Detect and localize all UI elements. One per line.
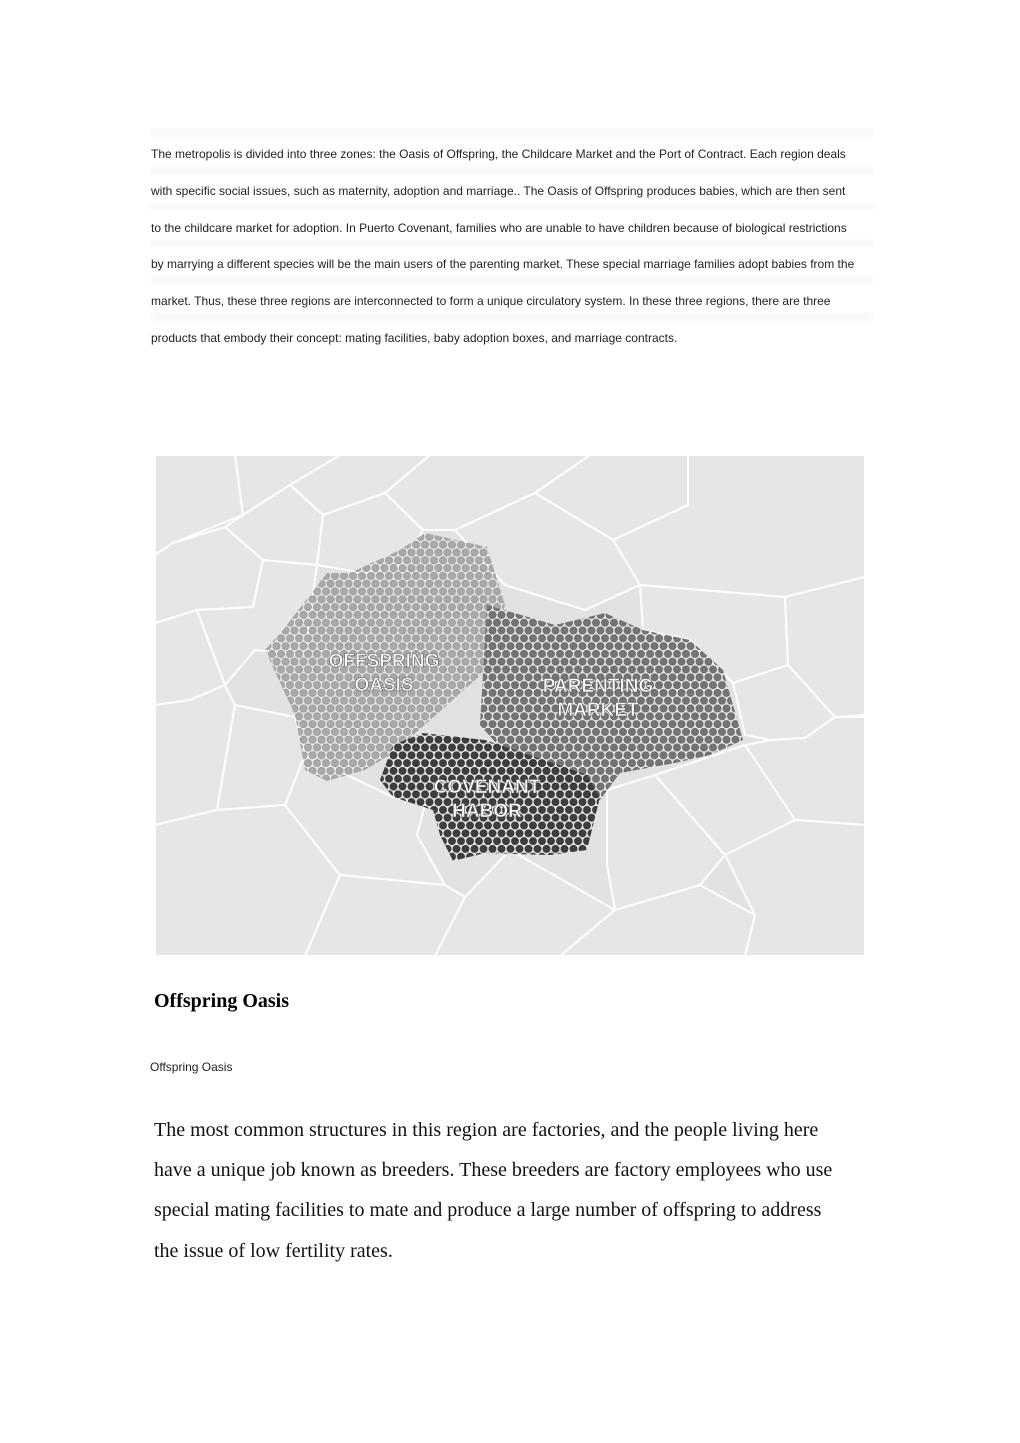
body-line: The most common structures in this region are factories, and the people living here <box>154 1119 819 1141</box>
covenant-label-line2: HABOR <box>452 801 522 822</box>
covenant-label-line1: COVENANT <box>433 777 541 798</box>
section-body-paragraph <box>154 1110 869 1271</box>
body-line: special mating facilities to mate and produce a large number of offspring to address <box>154 1199 822 1222</box>
body-line: have a unique job known as breeders. These breeders are factory employees who use <box>154 1159 833 1182</box>
section-heading: Offspring Oasis <box>154 990 290 1012</box>
parenting-label-line2: MARKET <box>557 700 639 721</box>
intro-line: by marrying a different species will be the main users of the parenting market. These special marriage families adopt babies from the <box>151 246 873 283</box>
intro-paragraph <box>151 136 873 357</box>
city-zones-map <box>155 455 865 956</box>
intro-line: to the childcare market for adoption. In Puerto Covenant, families who are unable to have children because of biological restrictions <box>151 210 873 247</box>
parenting-label-line1: PARENTING <box>542 676 654 697</box>
intro-line: with specific social issues, such as maternity, adoption and marriage.. The Oasis of Offspring produces babies, which are then sent <box>151 173 873 210</box>
body-line: the issue of low fertility rates. <box>154 1239 393 1262</box>
intro-line: market. Thus, these three regions are interconnected to form a unique circulatory system. In these three regions, there are three <box>151 283 873 320</box>
map-graphic <box>155 455 865 956</box>
image-caption: Offspring Oasis <box>150 1060 233 1074</box>
intro-line: The metropolis is divided into three zones: the Oasis of Offspring, the Childcare Market and the Port of Contract. Each region deals <box>151 136 873 173</box>
offspring-label-line1: OFFSPRING <box>328 651 440 672</box>
intro-line: products that embody their concept: mating facilities, baby adoption boxes, and marriage contracts. <box>151 320 873 357</box>
offspring-label-line2: OASIS <box>354 675 414 696</box>
